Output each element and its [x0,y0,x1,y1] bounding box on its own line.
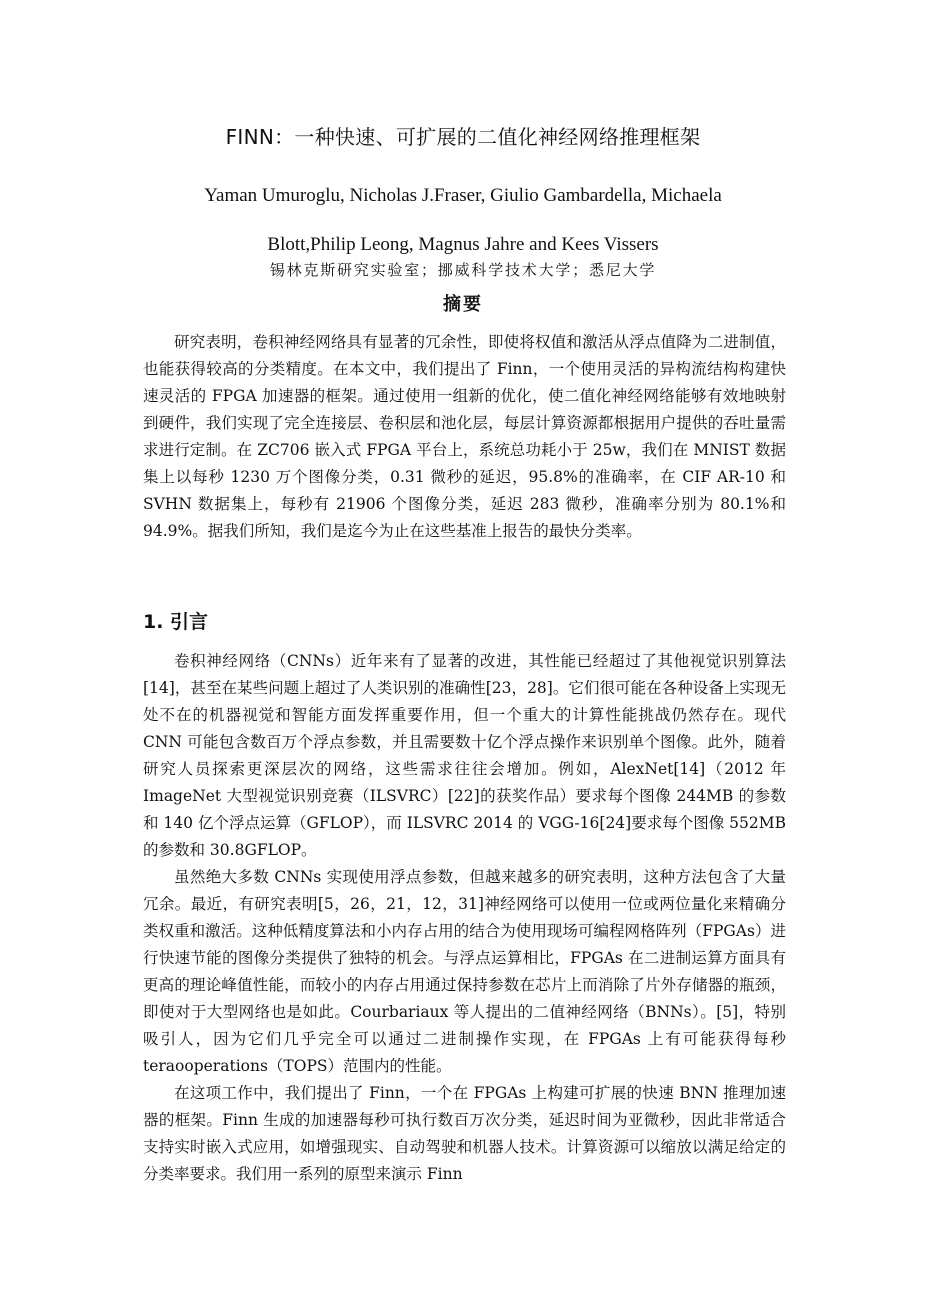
introduction-body [143,648,786,1188]
body-paragraph: 卷积神经网络（CNNs）近年来有了显著的改进，其性能已经超过了其他视觉识别算法[14]，甚至在某些问题上超过了人类识别的准确性[23，28]。它们很可能在各种设备上实现无处不在的机器视觉和智能方面发挥重要作用，但一个重大的计算性能挑战仍然存在。现代 CNN 可能包含数百万个浮点参数，并且需要数十亿个浮点操作来识别单个图像。此外，随着研究人员探索更深层次的网络，这些需求往往会增加。例如，AlexNet[14]（2012 年 ImageNet 大型视觉识别竞赛（ILSVRC）[22]的获奖作品）要求每个图像 244MB 的参数和 140 亿个浮点运算（GFLOP），而 ILSVRC 2014 的 VGG-16[24]要求每个图像 552MB 的参数和 30.8GFLOP。 [143,652,786,859]
author-line: Yaman Umuroglu, Nicholas J.Fraser, Giulio Gambardella, Michaela [204,185,722,206]
paper-title: FINN：一种快速、可扩展的二值化神经网络推理框架 [225,125,701,149]
abstract-body [143,329,786,545]
body-paragraph: 在这项工作中，我们提出了 Finn，一个在 FPGAs 上构建可扩展的快速 BNN 推理加速器的框架。Finn 生成的加速器每秒可执行数百万次分类，延迟时间为亚微秒，因此非常适合支持实时嵌入式应用，如增强现实、自动驾驶和机器人技术。计算资源可以缩放以满足给定的分类率要求。我们用一系列的原型来演示 Finn [143,1084,786,1183]
section-heading-introduction: 1. 引言 [143,611,209,633]
body-paragraph: 虽然绝大多数 CNNs 实现使用浮点参数，但越来越多的研究表明，这种方法包含了大量冗余。最近，有研究表明[5，26，21，12，31]神经网络可以使用一位或两位量化来精确分类权重和激活。这种低精度算法和小内存占用的结合为使用现场可编程网格阵列（FPGAs）进行快速节能的图像分类提供了独特的机会。与浮点运算相比，FPGAs 在二进制运算方面具有更高的理论峰值性能，而较小的内存占用通过保持参数在芯片上而消除了片外存储器的瓶颈，即使对于大型网络也是如此。Courbariaux 等人提出的二值神经网络（BNNs）。[5]，特别吸引人，因为它们几乎完全可以通过二进制操作实现，在 FPGAs 上有可能获得每秒 teraooperations（TOPS）范围内的性能。 [143,868,786,1075]
author-list [100,171,826,269]
affiliation: 锡林克斯研究实验室；挪威科学技术大学；悉尼大学 [269,261,657,279]
author-line: Blott,Philip Leong, Magnus Jahre and Kees Vissers [267,234,659,255]
abstract-paragraph: 研究表明，卷积神经网络具有显著的冗余性，即使将权值和激活从浮点值降为二进制值，也能获得较高的分类精度。在本文中，我们提出了 Finn，一个使用灵活的异构流结构构建快速灵活的 FPGA 加速器的框架。通过使用一组新的优化，使二值化神经网络能够有效地映射到硬件，我们实现了完全连接层、卷积层和池化层，每层计算资源都根据用户提供的吞吐量需求进行定制。在 ZC706 嵌入式 FPGA 平台上，系统总功耗小于 25w，我们在 MNIST 数据集上以每秒 1230 万个图像分类，0.31 微秒的延迟，95.8%的准确率，在 CIF AR-10 和 SVHN 数据集上，每秒有 21906 个图像分类，延迟 283 微秒，准确率分别为 80.1%和 94.9%。据我们所知，我们是迄今为止在这些基准上报告的最快分类率。 [143,333,786,540]
abstract-heading: 摘要 [443,294,483,315]
